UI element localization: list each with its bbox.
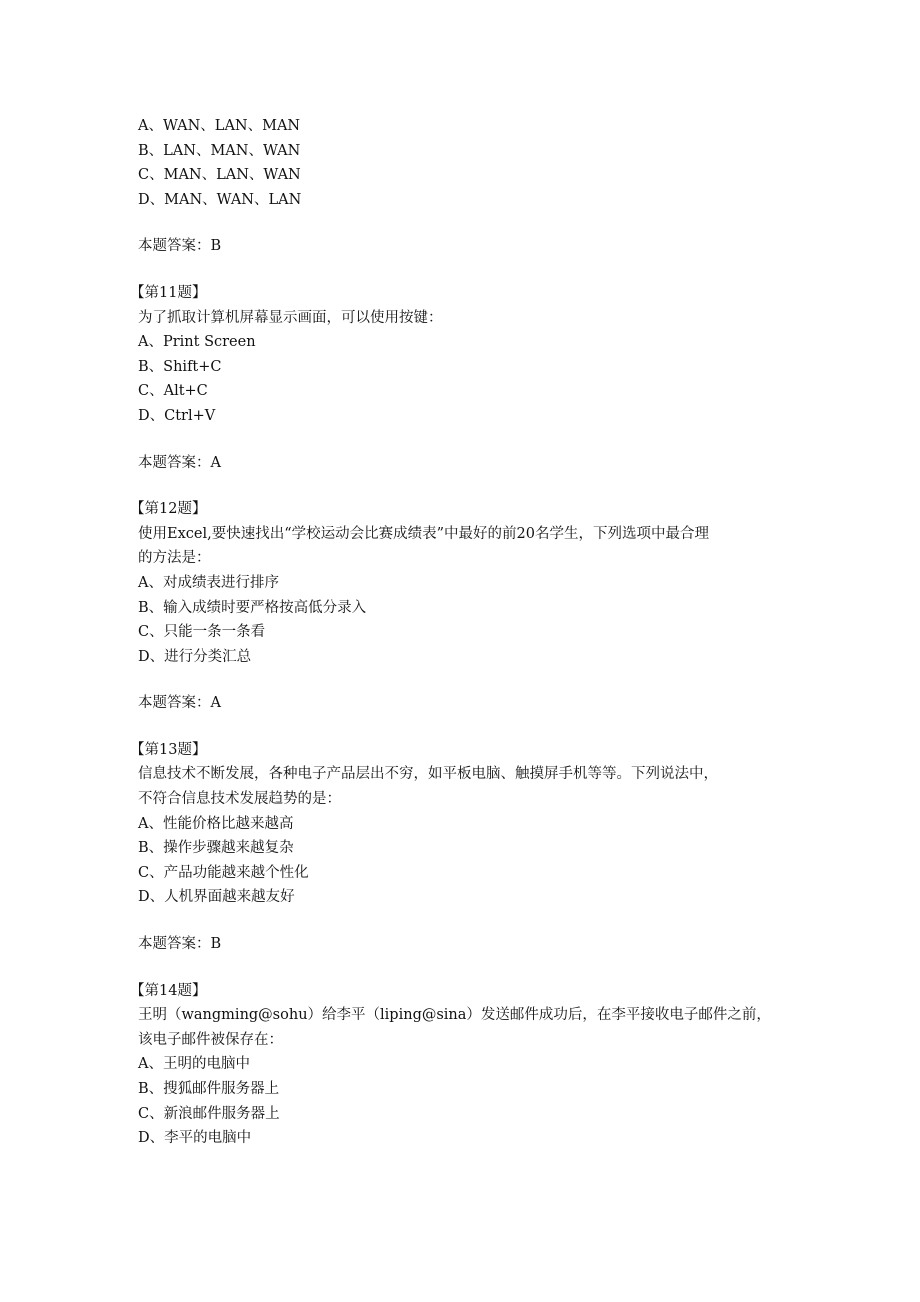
option-c: C、新浪邮件服务器上 xyxy=(138,1105,280,1122)
option-a: A、WAN、LAN、MAN xyxy=(138,118,301,134)
option-d: D、人机界面越来越友好 xyxy=(138,889,295,906)
question-stem-line-2: 的方法是： xyxy=(138,550,211,567)
answer: 本题答案：B xyxy=(138,936,222,953)
option-b: B、搜狐邮件服务器上 xyxy=(138,1081,280,1097)
question-heading: 【第12题】 xyxy=(130,501,207,518)
answer: 本题答案：B xyxy=(138,238,222,255)
answer: 本题答案：A xyxy=(138,695,221,712)
option-d: D、李平的电脑中 xyxy=(138,1130,252,1147)
question-11 xyxy=(130,281,798,497)
option-d: D、MAN、WAN、LAN xyxy=(138,191,302,208)
question-heading: 【第11题】 xyxy=(130,284,207,301)
question-13 xyxy=(130,738,798,979)
option-c: C、MAN、LAN、WAN xyxy=(138,167,301,184)
question-stem: 为了抓取计算机屏幕显示画面，可以使用按键： xyxy=(138,309,443,326)
option-c: C、Alt+C xyxy=(138,383,208,400)
option-b: B、输入成绩时要严格按高低分录入 xyxy=(138,599,367,616)
option-b: B、LAN、MAN、WAN xyxy=(138,142,301,159)
question-14 xyxy=(130,979,798,1151)
question-stem-line-1: 使用Excel,要快速找出“学校运动会比赛成绩表”中最好的前20名学生，下列选项中最合理 xyxy=(138,525,709,542)
option-c: C、产品功能越来越个性化 xyxy=(138,864,309,881)
prev-question xyxy=(138,114,798,281)
question-stem-line-1: 信息技术不断发展，各种电子产品层出不穷，如平板电脑、触摸屏手机等等。下列说法中， xyxy=(138,766,718,783)
question-heading: 【第13题】 xyxy=(130,741,207,758)
option-a: A、王明的电脑中 xyxy=(138,1056,250,1073)
option-a: A、性能价格比越来越高 xyxy=(138,815,294,832)
option-d: D、进行分类汇总 xyxy=(138,648,252,665)
option-b: B、Shift+C xyxy=(138,358,222,375)
exam-document xyxy=(130,114,798,1151)
question-12 xyxy=(130,497,798,738)
option-d: D、Ctrl+V xyxy=(138,407,216,424)
option-b: B、操作步骤越来越复杂 xyxy=(138,840,294,857)
answer: 本题答案：A xyxy=(138,454,221,471)
option-a: A、Print Screen xyxy=(138,334,256,351)
option-a: A、对成绩表进行排序 xyxy=(138,574,279,591)
question-stem-line-2: 该电子邮件被保存在： xyxy=(138,1031,283,1048)
question-stem-line-1: 王明（wangming@sohu）给李平（liping@sina）发送邮件成功后，在李平接收电子邮件之前， xyxy=(138,1007,771,1024)
option-c: C、只能一条一条看 xyxy=(138,624,266,641)
question-stem-line-2: 不符合信息技术发展趋势的是： xyxy=(138,791,341,808)
question-heading: 【第14题】 xyxy=(130,982,207,999)
